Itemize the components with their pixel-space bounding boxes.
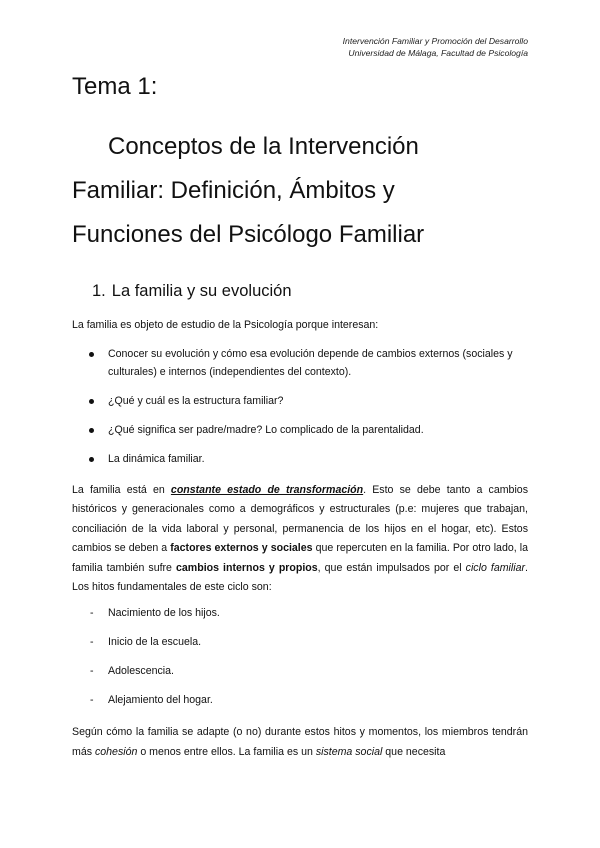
milestone-item [72, 604, 528, 622]
title-line-2: Familiar: Definición, Ámbitos y [72, 177, 395, 204]
milestone-text: Alejamiento del hogar. [108, 694, 213, 706]
header-institution: Universidad de Málaga, Facultad de Psicología [348, 48, 528, 58]
milestone-item [72, 691, 528, 709]
bullet-list [72, 345, 528, 479]
emphasis-transformation: constante estado de transformación [170, 484, 364, 496]
emphasis-social-system: sistema social [315, 746, 383, 758]
bullet-text: La dinámica familiar. [108, 453, 205, 465]
section-heading [92, 280, 292, 302]
bullet-item [72, 345, 528, 381]
topic-number: Tema 1: [72, 73, 158, 100]
text-run: que necesita [382, 746, 446, 758]
emphasis-external-factors: factores externos y sociales [170, 542, 313, 555]
milestone-item [72, 662, 528, 680]
bullet-text: ¿Qué y cuál es la estructura familiar? [108, 395, 284, 407]
text-run: . Los hitos fundamentales de este ciclo son: [72, 561, 528, 594]
transformation-paragraph [72, 481, 528, 597]
dash-marker: - [90, 636, 94, 648]
bullet-item [72, 392, 528, 410]
intro-paragraph: La familia es objeto de estudio de la Psicología porque interesan: [72, 319, 379, 331]
milestone-text: Inicio de la escuela. [108, 636, 202, 648]
milestone-text: Adolescencia. [108, 665, 174, 677]
dash-marker: - [90, 694, 94, 706]
milestone-item [72, 633, 528, 651]
dash-marker: - [90, 607, 94, 619]
text-run: o menos entre ellos. La familia es un [137, 746, 316, 758]
title-line-3: Funciones del Psicólogo Familiar [72, 221, 425, 248]
milestone-text: Nacimiento de los hijos. [108, 607, 220, 619]
text-run: que repercuten en la familia. Por otro lado, la familia también sufre [72, 542, 528, 574]
bullet-text: ¿Qué significa ser padre/madre? Lo complicado de la parentalidad. [108, 424, 424, 436]
text-run: , que están impulsados por el [317, 561, 466, 574]
text-run: Según cómo la familia se adapte (o no) durante estos hitos y momentos, los miembros tendrán más [72, 726, 528, 758]
bullet-item [72, 450, 528, 468]
header-course: Intervención Familiar y Promoción del Desarrollo [342, 36, 528, 46]
running-header [343, 35, 528, 59]
bullet-item [72, 421, 528, 439]
bullet-dot-icon [89, 457, 94, 462]
topic-title [72, 125, 532, 257]
milestone-list [72, 604, 528, 720]
title-line-1: Conceptos de la Intervención [108, 133, 419, 160]
emphasis-cohesion: cohesión [94, 746, 138, 758]
text-run: La familia está en [72, 484, 171, 496]
bullet-dot-icon [89, 352, 94, 357]
cohesion-paragraph [72, 722, 528, 762]
section-label: La familia y su evolución [111, 282, 292, 300]
bullet-dot-icon [89, 399, 94, 404]
section-number: 1. [92, 282, 106, 300]
dash-marker: - [90, 665, 94, 677]
bullet-text: Conocer su evolución y cómo esa evolución depende de cambios externos (sociales y culturales) e internos (independientes del contexto). [108, 348, 513, 378]
emphasis-family-cycle: ciclo familiar [465, 561, 526, 574]
emphasis-internal-changes: cambios internos y propios [176, 561, 318, 574]
text-run: . Esto se debe tanto a cambios históricos y generacionales como a demográficos y estructurales (p.e: mujeres que trabajan, conciliación de la vida laboral y personal, permanencia de los hijos en el hogar, etc). Estos cambios se deben a [72, 484, 528, 555]
bullet-dot-icon [89, 428, 94, 433]
